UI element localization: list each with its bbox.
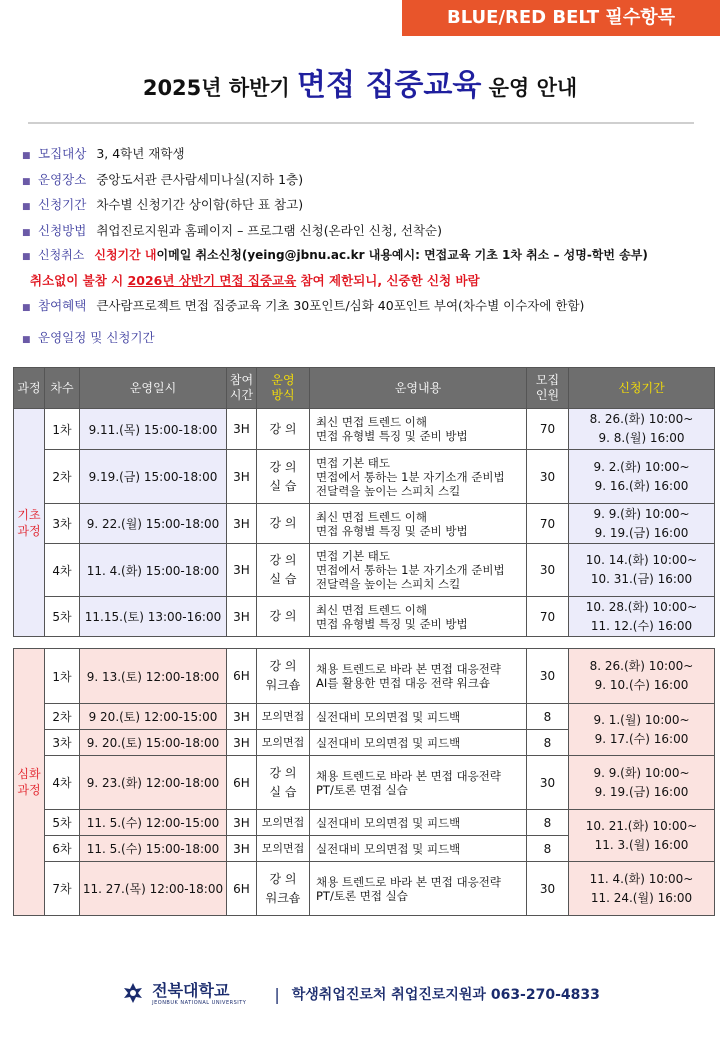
- period-line: 9. 1.(월) 10:00~: [593, 712, 690, 727]
- table-row: [14, 756, 715, 810]
- period-line: 9. 8.(월) 16:00: [598, 431, 685, 445]
- course-label-line: 과정: [17, 523, 41, 538]
- content-line: 최신 면접 트렌드 이해: [316, 509, 427, 524]
- round-cell: 1차: [45, 409, 80, 450]
- info-label: 신청기간: [38, 197, 87, 213]
- content-line: AI를 활용한 면접 대응 전략 워크숍: [316, 676, 490, 690]
- footer-separator: |: [274, 984, 280, 1004]
- date-cell: 11. 5.(수) 15:00-18:00: [80, 836, 227, 862]
- title-divider: [28, 122, 694, 124]
- course-cell: [14, 409, 45, 637]
- content-cell: [310, 450, 527, 504]
- basic-course-table: [13, 367, 715, 637]
- hours-cell: 3H: [227, 810, 257, 836]
- period-line: 11. 12.(수) 16:00: [590, 618, 693, 633]
- header-content: 운영내용: [310, 368, 527, 409]
- capacity-cell: 8: [527, 836, 569, 862]
- method-cell: [257, 450, 310, 504]
- table-row: [14, 450, 715, 504]
- date-cell: 9. 13.(토) 12:00-18:00: [80, 649, 227, 704]
- info-value: 차수별 신청기간 상이함(하단 표 참고): [96, 197, 304, 213]
- method-line: 모의면접: [261, 816, 305, 829]
- period-line: 8. 26.(화) 10:00~: [589, 412, 694, 426]
- method-cell: [257, 730, 310, 756]
- info-value: 큰사람프로젝트 면접 집중교육 기초 30포인트/심화 40포인트 부여(차수별 이수자에 한함): [96, 297, 585, 313]
- period-line: 11. 3.(월) 16:00: [594, 837, 689, 852]
- content-cell: [310, 836, 527, 862]
- method-cell: [257, 409, 310, 450]
- round-cell: 4차: [45, 756, 80, 810]
- title-suffix: 운영 안내: [481, 76, 578, 100]
- content-line: PT/토론 면접 실습: [316, 782, 408, 797]
- content-line: 채용 트렌드로 바라 본 면접 대응전략: [316, 768, 501, 783]
- capacity-cell: 70: [527, 504, 569, 544]
- round-cell: 5차: [45, 810, 80, 836]
- info-item: [22, 192, 712, 218]
- method-line: 워크숍: [265, 678, 301, 692]
- content-line: 실전대비 모의면접 및 피드백: [316, 841, 461, 856]
- method-line: 실 습: [269, 784, 297, 799]
- info-item: [22, 141, 712, 167]
- header-round: 차수: [45, 368, 80, 409]
- method-cell: [257, 836, 310, 862]
- course-label-line: 기초: [17, 507, 41, 522]
- method-line: 강 의: [269, 765, 297, 780]
- capacity-cell: 30: [527, 544, 569, 597]
- period-line: 9. 17.(수) 16:00: [594, 731, 689, 746]
- square-bullet-icon: ■: [22, 202, 31, 213]
- square-bullet-icon: ■: [22, 227, 31, 238]
- date-cell: 11. 4.(화) 15:00-18:00: [80, 544, 227, 597]
- date-cell: 9.11.(목) 15:00-18:00: [80, 409, 227, 450]
- hours-cell: 3H: [227, 409, 257, 450]
- period-line: 9. 16.(화) 16:00: [594, 478, 689, 493]
- period-line: 11. 24.(월) 16:00: [590, 890, 693, 905]
- required-badge: BLUE/RED BELT 필수항목: [402, 0, 720, 36]
- footer: [0, 978, 720, 1010]
- period-cell: [569, 704, 715, 756]
- capacity-cell: 30: [527, 756, 569, 810]
- method-line: 실 습: [269, 478, 297, 493]
- table-row: [14, 544, 715, 597]
- capacity-cell: 30: [527, 862, 569, 916]
- hours-cell: 3H: [227, 544, 257, 597]
- method-line: 강 의: [269, 659, 297, 673]
- method-cell: [257, 862, 310, 916]
- content-line: 최신 면접 트렌드 이해: [316, 415, 427, 429]
- round-cell: 7차: [45, 862, 80, 916]
- warning-pre: 취소없이 불참 시: [30, 272, 128, 288]
- capacity-cell: 8: [527, 704, 569, 730]
- content-line: 전달력을 높이는 스피치 스킬: [316, 577, 461, 591]
- table-header-row: [14, 368, 715, 409]
- method-line: 워크숍: [265, 890, 301, 905]
- content-line: PT/토론 면접 실습: [316, 888, 408, 903]
- round-cell: 1차: [45, 649, 80, 704]
- method-cell: [257, 504, 310, 544]
- info-label: 신청방법: [38, 222, 87, 238]
- hours-cell: 3H: [227, 704, 257, 730]
- date-cell: 11. 5.(수) 12:00-15:00: [80, 810, 227, 836]
- benefit-item: [22, 293, 712, 319]
- content-cell: [310, 810, 527, 836]
- course-label-line: 과정: [17, 783, 41, 797]
- table-row: [14, 504, 715, 544]
- period-line: 10. 14.(화) 10:00~: [585, 553, 698, 567]
- round-cell: 3차: [45, 504, 80, 544]
- content-line: 최신 면접 트렌드 이해: [316, 602, 427, 617]
- content-cell: [310, 862, 527, 916]
- period-line: 9. 2.(화) 10:00~: [593, 459, 690, 474]
- content-cell: [310, 704, 527, 730]
- warning-post: 참여 제한되니, 신중한 신청 바람: [296, 272, 480, 288]
- university-logo: [120, 981, 246, 1007]
- date-cell: 11.15.(토) 13:00-16:00: [80, 597, 227, 637]
- content-cell: [310, 409, 527, 450]
- capacity-cell: 30: [527, 649, 569, 704]
- capacity-cell: 70: [527, 409, 569, 450]
- method-cell: [257, 597, 310, 637]
- table-row: [14, 597, 715, 637]
- method-line: 강 의: [269, 871, 297, 886]
- header-date: 운영일시: [80, 368, 227, 409]
- course-cell: [14, 649, 45, 916]
- logo-english-text: JEONBUK NATIONAL UNIVERSITY: [152, 1000, 247, 1006]
- schedule-item: [22, 325, 712, 351]
- period-line: 9. 19.(금) 16:00: [594, 784, 689, 799]
- cancel-email-link[interactable]: 이메일 취소신청(yeing@jbnu.ac.kr 내용예시: 면접교육 기초 1차 취소 – 성명-학번 송부): [156, 248, 648, 263]
- date-cell: 9. 22.(월) 15:00-18:00: [80, 504, 227, 544]
- header-period: 신청기간: [569, 368, 715, 409]
- date-cell: 9.19.(금) 15:00-18:00: [80, 450, 227, 504]
- page-title: [0, 60, 720, 104]
- square-bullet-icon: ■: [22, 176, 31, 187]
- info-label: 모집대상: [38, 146, 87, 161]
- method-line: 모의면접: [261, 842, 305, 855]
- info-value: 중앙도서관 큰사람세미나실(지하 1층): [96, 171, 304, 187]
- info-value: 취업진로지원과 홈페이지 – 프로그램 신청(온라인 신청, 선착순): [96, 222, 443, 238]
- content-cell: [310, 504, 527, 544]
- hours-cell: 6H: [227, 862, 257, 916]
- period-line: 9. 10.(수) 16:00: [594, 678, 689, 692]
- hours-cell: 6H: [227, 756, 257, 810]
- period-cell: [569, 810, 715, 862]
- period-line: 8. 26.(화) 10:00~: [589, 659, 694, 673]
- info-value: 3, 4학년 재학생: [96, 146, 185, 161]
- header-course: 과정: [14, 368, 45, 409]
- square-bullet-icon: ■: [22, 302, 31, 313]
- period-cell: [569, 862, 715, 916]
- round-cell: 4차: [45, 544, 80, 597]
- content-line: 면접 기본 태도: [316, 549, 390, 563]
- header-method: [257, 368, 310, 409]
- cancel-highlight: 신청기간 내: [94, 248, 157, 263]
- content-line: 면접 유형별 특징 및 준비 방법: [316, 429, 468, 443]
- method-line: 강 의: [269, 553, 297, 567]
- method-line: 강 의: [269, 459, 297, 474]
- info-item: [22, 218, 712, 244]
- method-line: 실 습: [269, 572, 297, 586]
- header-hours: [227, 368, 257, 409]
- title-prefix: 2025년 하반기: [142, 76, 298, 100]
- header-method-line: 운영: [271, 373, 295, 387]
- course-label-line: 심화: [17, 767, 41, 781]
- content-line: 면접에서 통하는 1분 자기소개 준비법: [316, 469, 505, 484]
- period-cell: [569, 450, 715, 504]
- info-label: 참여혜택: [38, 297, 87, 313]
- cancel-item: [22, 243, 712, 269]
- content-cell: [310, 649, 527, 704]
- hours-cell: 3H: [227, 450, 257, 504]
- content-cell: [310, 597, 527, 637]
- capacity-cell: 30: [527, 450, 569, 504]
- header-hours-line: 시간: [229, 388, 254, 402]
- content-line: 실전대비 모의면접 및 피드백: [316, 815, 461, 830]
- date-cell: 9. 20.(토) 15:00-18:00: [80, 730, 227, 756]
- method-cell: [257, 649, 310, 704]
- table-row: [14, 810, 715, 836]
- content-line: 면접에서 통하는 1분 자기소개 준비법: [316, 563, 505, 577]
- hours-cell: 3H: [227, 597, 257, 637]
- info-list: [22, 141, 712, 350]
- info-label: 운영장소: [38, 171, 87, 187]
- method-line: 강 의: [269, 609, 297, 623]
- method-cell: [257, 756, 310, 810]
- method-cell: [257, 810, 310, 836]
- content-line: 면접 기본 태도: [316, 455, 390, 470]
- capacity-cell: 8: [527, 810, 569, 836]
- schedule-label: 운영일정 및 신청기간: [38, 329, 155, 345]
- hours-cell: 3H: [227, 836, 257, 862]
- info-label: 신청취소: [38, 248, 85, 263]
- table-row: [14, 862, 715, 916]
- round-cell: 6차: [45, 836, 80, 862]
- method-line: 강 의: [269, 421, 297, 436]
- period-cell: [569, 597, 715, 637]
- title-main: 면접 집중교육: [297, 68, 482, 103]
- period-cell: [569, 409, 715, 450]
- content-line: 채용 트렌드로 바라 본 면접 대응전략: [316, 662, 501, 676]
- square-bullet-icon: ■: [22, 252, 31, 263]
- date-cell: 11. 27.(목) 12:00-18:00: [80, 862, 227, 916]
- content-line: 실전대비 모의면접 및 피드백: [316, 735, 461, 750]
- period-line: 9. 9.(화) 10:00~: [593, 765, 690, 780]
- warning-line: [22, 269, 712, 293]
- header-capacity: [527, 368, 569, 409]
- university-emblem-icon: [120, 981, 146, 1007]
- header-capacity-line: 모집: [535, 373, 560, 387]
- date-cell: 9 20.(토) 12:00-15:00: [80, 704, 227, 730]
- method-line: 모의면접: [261, 736, 305, 749]
- info-item: [22, 167, 712, 193]
- method-line: 강 의: [269, 516, 297, 530]
- period-cell: [569, 649, 715, 704]
- square-bullet-icon: ■: [22, 334, 31, 345]
- footer-contact: 학생취업진로처 취업진로지원과 063-270-4833: [291, 987, 600, 1003]
- period-cell: [569, 504, 715, 544]
- hours-cell: 6H: [227, 649, 257, 704]
- content-line: 면접 유형별 특징 및 준비 방법: [316, 616, 468, 631]
- period-line: 10. 21.(화) 10:00~: [585, 818, 698, 833]
- round-cell: 3차: [45, 730, 80, 756]
- round-cell: 2차: [45, 704, 80, 730]
- period-cell: [569, 756, 715, 810]
- capacity-cell: 8: [527, 730, 569, 756]
- period-line: 10. 31.(금) 16:00: [590, 572, 693, 586]
- capacity-cell: 70: [527, 597, 569, 637]
- content-cell: [310, 756, 527, 810]
- hours-cell: 3H: [227, 504, 257, 544]
- method-cell: [257, 544, 310, 597]
- period-line: 11. 4.(화) 10:00~: [589, 871, 694, 886]
- date-cell: 9. 23.(화) 12:00-18:00: [80, 756, 227, 810]
- period-cell: [569, 544, 715, 597]
- table-row: [14, 409, 715, 450]
- period-line: 9. 19.(금) 16:00: [594, 525, 689, 540]
- table-row: [14, 649, 715, 704]
- round-cell: 5차: [45, 597, 80, 637]
- content-cell: [310, 730, 527, 756]
- method-line: 모의면접: [261, 710, 305, 723]
- advanced-course-table: [13, 648, 715, 916]
- content-line: 면접 유형별 특징 및 준비 방법: [316, 523, 468, 538]
- header-capacity-line: 인원: [535, 388, 560, 402]
- header-hours-line: 참여: [229, 373, 254, 387]
- period-line: 10. 28.(화) 10:00~: [585, 599, 698, 614]
- round-cell: 2차: [45, 450, 80, 504]
- content-line: 채용 트렌드로 바라 본 면접 대응전략: [316, 874, 501, 889]
- content-line: 실전대비 모의면접 및 피드백: [316, 709, 461, 724]
- content-line: 전달력을 높이는 스피치 스킬: [316, 483, 461, 498]
- square-bullet-icon: ■: [22, 151, 31, 161]
- hours-cell: 3H: [227, 730, 257, 756]
- logo-korean-text: 전북대학교: [152, 981, 230, 1000]
- table-row: [14, 704, 715, 730]
- header-method-line: 방식: [271, 388, 295, 402]
- warning-underline: 2026년 상반기 면접 집중교육: [127, 272, 297, 288]
- period-line: 9. 9.(화) 10:00~: [593, 506, 690, 521]
- content-cell: [310, 544, 527, 597]
- method-cell: [257, 704, 310, 730]
